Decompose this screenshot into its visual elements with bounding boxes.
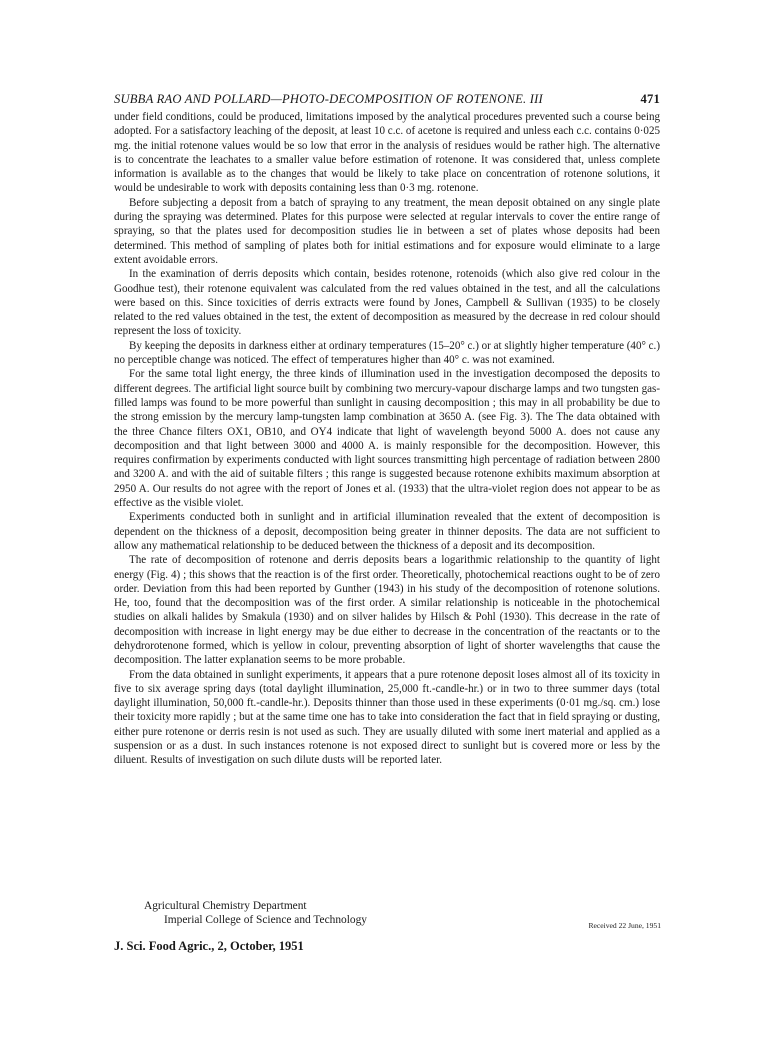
running-title: SUBBA RAO AND POLLARD—PHOTO-DECOMPOSITION OF ROTENONE. III (114, 92, 543, 106)
article-body (114, 110, 660, 768)
running-head (114, 92, 660, 107)
paragraph: Experiments conducted both in sunlight and in artificial illumination revealed that the extent of decomposition is dependent on the thickness of a deposit, decomposition being greater in thinner deposits. The data are not sufficient to allow any mathematical relationship to be deduced between the thickness of a deposit and its decomposition. (114, 511, 660, 552)
paragraph: under field conditions, could be produced, limitations imposed by the analytical procedures prevented such a course being adopted. For a satisfactory leaching of the deposit, at least 10 c.c. of acetone is required and unless each c.c. contains 0·025 mg. the initial rotenone values would be so low that error in the analysis of residues would be rather high. The alternative is to concentrate the leachates to a smaller value before estimation of rotenone. It was considered that, unless complete information is available as to the changes that would be likely to take place on concentration of rotenone solutions, it would be undesirable to work with deposits containing less than 0·3 mg. rotenone. (114, 111, 660, 195)
paragraph: From the data obtained in sunlight experiments, it appears that a pure rotenone deposit loses almost all of its toxicity in five to six average spring days (total daylight illumination, 25,000 ft.-candle-hr.) or in two to three summer days (total daylight illumination, 50,000 ft.-candle-hr.). Deposits thinner than those used in these experiments (0·01 mg./sq. cm.) lose their toxicity more rapidly ; but at the same time one has to take into consideration the fact that in field spraying or dusting, either pure rotenone or derris resin is not used as such. They are usually diluted with some inert material and applied as a suspension or as a dust. In such instances rotenone is not exposed direct to sunlight but is covered more or less by the diluent. Results of investigation on such dilute dusts will be reported later. (114, 668, 660, 767)
journal-citation: J. Sci. Food Agric., 2, October, 1951 (114, 939, 304, 953)
paragraph: The rate of decomposition of rotenone and derris deposits bears a logarithmic relationship to the quantity of light energy (Fig. 4) ; this shows that the reaction is of the first order. Theoretically, photochemical reactions ought to be of zero order. Deviation from this had been reported by Gunther (1943) in his study of the decomposition of rotenone solutions. He, too, found that the decomposition was of the first order. A similar relationship is noticeable in the photochemical studies on alkali halides by Smakula (1930) and on silver halides by Hilsch & Pohl (1930). This decrease in the rate of decomposition with increase in light energy may be due either to decrease in the concentration of the reactants or to the dehydrorotenone formed, which is yellow in colour, preventing absorption of light of shorter wavelengths that cause the decomposition. The latter explanation seems to be more probable. (114, 554, 660, 667)
paragraph: For the same total light energy, the three kinds of illumination used in the investigation decomposed the deposits to different degrees. The artificial light source built by combining two mercury-vapour discharge lamps and two tungsten gas-filled lamps was found to be more powerful than sunlight in causing decomposition ; this may in all probability be due to the strong emission by the mercury lamp-tungsten lamp combination at 3650 A. (see Fig. 3). The The data obtained with the three Chance filters OX1, OB10, and OY4 indicate that light of wavelength beyond 5000 A. does not cause any decomposition and that light between 3000 and 4000 A. is mainly responsible for the decomposition. However, this requires confirmation by experiments conducted with light sources transmitting high percentage of radiation between 2800 and 3200 A. and with the aid of suitable filters ; this range is suggested because rotenone exhibits maximum absorption at 2950 A. Our results do not agree with the report of Jones et al. (1933) that the ultra-violet region does not appear to be as effective as the visible violet. (114, 368, 660, 510)
page-number: 471 (640, 92, 660, 106)
paragraph: By keeping the deposits in darkness either at ordinary temperatures (15–20° c.) or at slightly higher temperature (40° c.) no perceptible change was noticed. The effect of temperatures higher than 40° c. was not examined. (114, 339, 660, 367)
address-department: Agricultural Chemistry Department (144, 900, 307, 912)
address-institution: Imperial College of Science and Technology (164, 914, 368, 926)
paragraph: In the examination of derris deposits which contain, besides rotenone, rotenoids (which also give red colour in the Goodhue test), their rotenone equivalent was calculated from the red values obtained in the test, and all the calculations were based on this. Since toxicities of derris extracts were found by Jones, Campbell & Sullivan (1935) to be closely related to the red values obtained in the test, the extent of decomposition as measured by the decrease in red colour should represent the loss of toxicity. (114, 268, 660, 338)
received-date: Received 22 June, 1951 (588, 921, 661, 930)
paragraph: Before subjecting a deposit from a batch of spraying to any treatment, the mean deposit obtained on any single plate during the spraying was determined. Plates for this purpose were selected at regular intervals to cover the entire range of spraying, so that the plates used for decomposition studies lie in between a set of plates whose deposits had been determined. This method of sampling of plates both for initial estimations and for exposure would eliminate to a large extent avoidable errors. (114, 196, 660, 266)
